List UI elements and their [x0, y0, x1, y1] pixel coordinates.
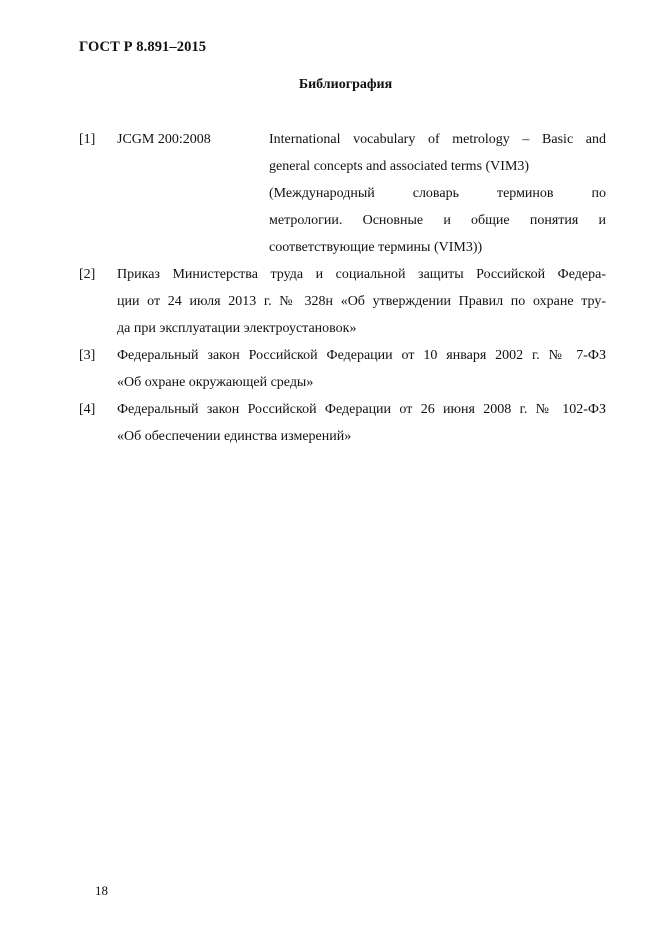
- entry-number: [3]: [79, 348, 96, 363]
- entry-line: «Об обеспечении единства измерений»: [117, 429, 352, 444]
- bibliography-entry: [79, 396, 606, 450]
- entry-number: [2]: [79, 267, 96, 282]
- entry-line: Федеральный закон Российской Федерации от 10 января 2002 г. № 7-ФЗ: [117, 348, 606, 363]
- entry-text: [117, 396, 606, 450]
- entry-line: соответствующие термины (VIM3)): [269, 240, 483, 255]
- entry-line: general concepts and associated terms (VIM3): [269, 159, 530, 174]
- bibliography-entry: [79, 261, 606, 342]
- entry-line: да при эксплуатации электроустановок»: [117, 321, 357, 336]
- entry-line: Приказ Министерства труда и социальной защиты Российской Федера-: [117, 267, 606, 282]
- entry-text: [269, 126, 606, 261]
- entry-line: Федеральный закон Российской Федерации от 26 июня 2008 г. № 102-ФЗ: [117, 402, 606, 417]
- entry-code: JCGM 200:2008: [117, 132, 211, 147]
- entry-line: «Об охране окружающей среды»: [117, 375, 314, 390]
- page-number: 18: [95, 883, 108, 898]
- document-code: ГОСТ Р 8.891–2015: [79, 39, 207, 55]
- bibliography-entry: [79, 342, 606, 396]
- entry-text: [117, 261, 606, 342]
- section-title: Библиография: [298, 77, 393, 92]
- entry-text: [117, 342, 606, 396]
- entry-line: (Международный словарь терминов по: [269, 186, 606, 201]
- entry-line: ции от 24 июля 2013 г. № 328н «Об утверждении Правил по охране тру-: [117, 294, 606, 309]
- entry-number: [4]: [79, 402, 96, 417]
- bibliography-entry: [79, 126, 606, 261]
- entry-number: [1]: [79, 132, 96, 147]
- entry-line: International vocabulary of metrology – Basic and: [269, 132, 606, 147]
- bibliography-list: [79, 126, 606, 450]
- entry-line: метрологии. Основные и общие понятия и: [269, 213, 606, 228]
